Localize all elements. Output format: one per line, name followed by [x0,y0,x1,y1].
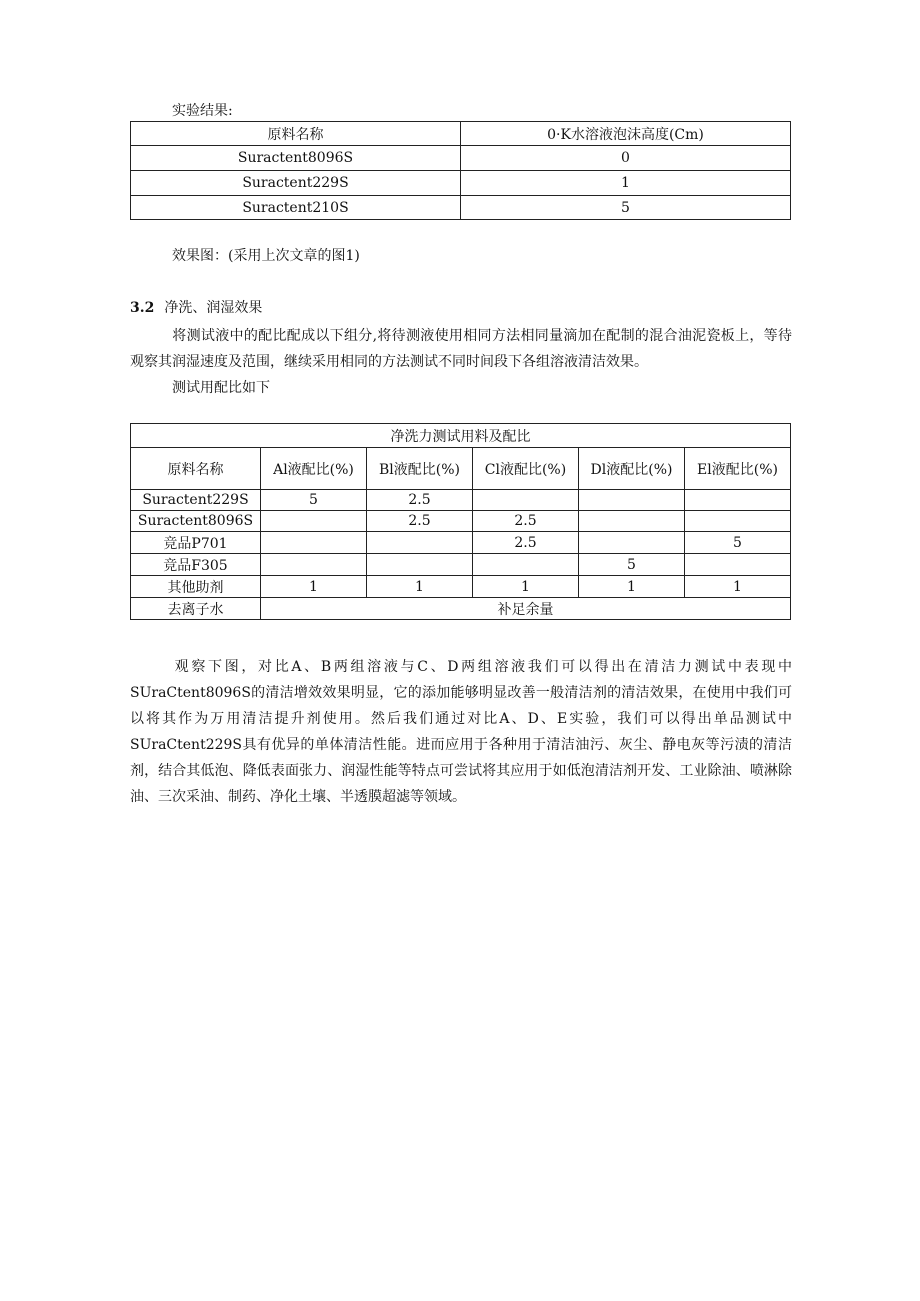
table-header-cell: 原料名称 [131,122,461,146]
table-row [131,490,791,511]
table-row [131,122,791,146]
table-row [131,146,791,171]
table-cell: 2.5 [367,511,473,532]
table-header-cell: 原料名称 [131,448,261,490]
table-header-cell: El液配比(%) [685,448,791,490]
effect-caption: 效果图：(采用上次文章的图1) [172,248,360,264]
table-row [131,196,791,220]
intro-text: 将测试液中的配比配成以下组分,将待测液使用相同方法相同量滴加在配制的混合油泥瓷板上，等待观察其润湿速度及范围，继续采用相同的方法测试不同时间段下各组溶液清洁效果。 [130,328,792,370]
table-header-cell: Cl液配比(%) [473,448,579,490]
table-cell: 1 [473,576,579,598]
table-cell: 5 [461,196,791,220]
ratio-table [130,423,791,620]
table-cell: 5 [685,532,791,554]
section-heading [130,299,262,317]
table-cell [261,532,367,554]
table-cell: Suractent229S [131,490,261,511]
table-cell: Suractent229S [131,171,461,196]
table-cell [367,554,473,576]
table-cell: 1 [461,171,791,196]
table-row [131,171,791,196]
table-cell: 1 [261,576,367,598]
intro-paragraph [130,323,792,375]
result-label: 实验结果: [172,103,233,119]
table-row [131,424,791,448]
section-title: 净洗、润湿效果 [164,300,263,316]
table-cell [473,490,579,511]
table-header-cell: Dl液配比(%) [579,448,685,490]
table-cell [261,511,367,532]
table-cell [473,554,579,576]
table-title: 净洗力测试用料及配比 [131,424,791,448]
table-cell: 1 [579,576,685,598]
table-cell: 2.5 [367,490,473,511]
table-cell: 0 [461,146,791,171]
table-cell: 5 [579,554,685,576]
table-cell [367,532,473,554]
foam-table [130,121,791,220]
table-cell: 5 [261,490,367,511]
table-cell [685,511,791,532]
table-cell [579,511,685,532]
ratio-label: 测试用配比如下 [172,380,270,396]
section-number: 3.2 [130,300,155,316]
table-header-cell: Bl液配比(%) [367,448,473,490]
table-cell [685,554,791,576]
table-cell: 2.5 [473,511,579,532]
table-cell [261,554,367,576]
table-cell: 竞品F305 [131,554,261,576]
table-row [131,598,791,620]
table-cell [579,490,685,511]
table-cell: 去离子水 [131,598,261,620]
table-cell: Suractent8096S [131,511,261,532]
table-header-cell: Al液配比(%) [261,448,367,490]
table-row [131,511,791,532]
table-cell: Suractent8096S [131,146,461,171]
conclusion-text: 观察下图，对比A、B两组溶液与C、D两组溶液我们可以得出在清洁力测试中表现中SUraCtent8096S的清洁增效效果明显，它的添加能够明显改善一般清洁剂的清洁效果，在使用中我们可以将其作为万用清洁提升剂使用。然后我们通过对比A、D、E实验，我们可以得出单品测试中SUraCtent229S具有优异的单体清洁性能。进而应用于各种用于清洁油污、灰尘、静电灰等污渍的清洁剂，结合其低泡、降低表面张力、润湿性能等特点可尝试将其应用于如低泡清洁剂开发、工业除油、喷淋除油、三次采油、制药、净化土壤、半透膜超滤等领域。 [130,659,792,805]
table-cell: 竞品P701 [131,532,261,554]
table-cell: 补足余量 [261,598,791,620]
table-row [131,554,791,576]
table-row [131,448,791,490]
table-cell: 2.5 [473,532,579,554]
table-cell [579,532,685,554]
table-header-cell: 0·K水溶液泡沫高度(Cm) [461,122,791,146]
table-cell: 其他助剂 [131,576,261,598]
table-cell: 1 [685,576,791,598]
table-row [131,576,791,598]
conclusion-paragraph [130,654,792,810]
table-cell [685,490,791,511]
table-row [131,532,791,554]
table-cell: Suractent210S [131,196,461,220]
table-cell: 1 [367,576,473,598]
